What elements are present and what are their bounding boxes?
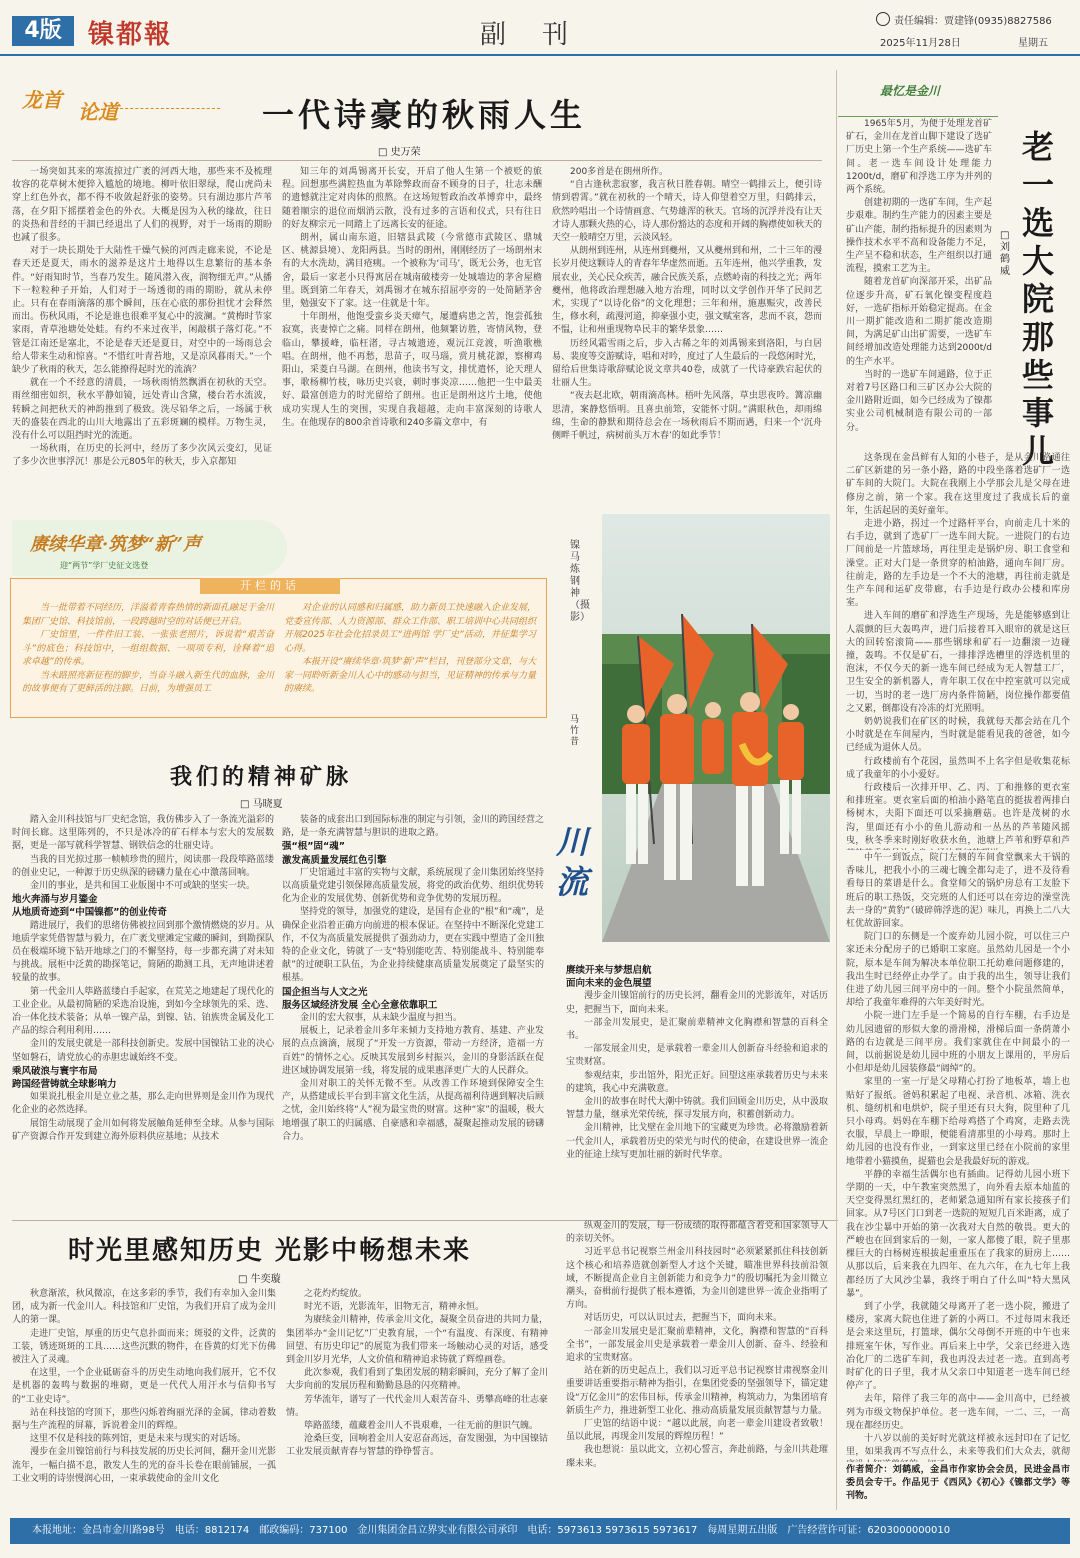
paragraph: 沧桑巨变，回响着金川人安忍奋高远，奋发图强，为中国镍钴工业发展贡献青春与智慧的铮铮誓言。 xyxy=(286,1434,548,1458)
paragraph: 时光不语，光影流年，旧物无言，精神永恒。 xyxy=(304,1302,485,1313)
article2-col1 xyxy=(12,814,274,1194)
subheading: 服务区域经济发展 全心全意依靠职工 xyxy=(282,999,438,1011)
paragraph: 为赓续金川精神，传承金川文化，凝聚全员奋进的共同力量，集团举办“金川记忆”厂史教育展，一个“有温度、有深度、有精神回望、有历史印记”的展览为我们带来一场触动心灵的对话，感受到金川岁月光华，人文价值和精神追求铸就了辉煌画卷。 xyxy=(286,1315,548,1366)
paragraph: 坚持党的领导，加强党的建设，是国有企业的“根”和“魂”，是确保企业沿着正确方向前进的根本保证。在坚持中不断深化党建工作，不仅为高质量发展提供了强劲动力，更在实践中塑造了金川独特的企业文化，铸就了一支“特别能吃苦、特别能战斗、特别能奉献”的过硬职工队伍，为企业持续健康高质量发展奠定了最坚实的根基。 xyxy=(282,907,544,984)
paragraph: 进入车间的磨矿和浮选生产现场，先是能够感到让人震颤的巨大轰鸣声，进门后接着耳入眼帘的就是这巨大的回转窑滚筒——那些钢球和矿石一边翻滚一边碰撞，轰鸣。不仅是矿石，一排排浮选槽里的浮选机里的泡沫，不仅今天的新一选车间已经成为无人智慧工厂，卫生安全的新机器人，青年职工仅在中控室就可以完成一切，当时的老一选厂房内条件简陋，岗位操作都要值之又累，倒都设有冷冻的灯光照明。 xyxy=(846,611,1070,714)
subheading: 从地质奇迹到“中国镍都”的创业传奇 xyxy=(12,907,167,919)
paragraph: 十八岁以前的美好时光就这样被永远封印在了记忆里，如果我再不写点什么，未来等我们们大众去，就彻 xyxy=(846,1433,1070,1458)
paragraph: 一场秋雨，在历史的长河中，经历了多少次风云变幻，见证了多少次世事浮沉！那是公元805年的秋天，步入京都知 xyxy=(12,444,272,468)
paragraph: 一部金川发展史，是汇聚前辈精神文化胸襟和智慧的百科全书。 xyxy=(566,1017,828,1042)
paragraph: 行政楼前有个花园，虽然叫不上名字但是收集花标成了我童年的小小爱好。 xyxy=(846,756,1070,780)
paragraph: 秋意渐浓，秋风微凉，在这多彩的季节，我们有幸加入金川集团，成为新一代金川人。科技馆和厂史馆，为我们开启了成为金川人的第一课。 xyxy=(12,1289,276,1326)
article2-col3 xyxy=(566,964,828,1190)
paragraph: 漫步在金川镍馆前行与科技发展的历史长河间，翻开金川光影流年，一幅白描不息，散发人生的光的奋斗长卷在眼前铺展，一孤工业文明的诗崇慢润心田，一束承载使命的金川文化 xyxy=(12,1447,276,1484)
paragraph: 装备的成套出口到国际标准的制定与引领，金川的跨国经营之路，是一条充满智慧与胆识的进取之路。 xyxy=(282,815,544,839)
paragraph: 厂史馆的结语中说：“越以此展，向老一辈金川建设者致敬！虽以此展，再现金川发展的辉煌历程！” xyxy=(566,1419,828,1443)
paragraph: 中午一到饭点，院门左侧的车间食堂飘来大干锅的香味儿，把我小小的三魂七魄全都勾走了，进不及待看看每日的菜谱是什么。食堂师父的锅炉房总有工友脸下班后的职工热饭，交完班的人们还可以在旁边的澡堂洗去一身的“黄豹”（破碎筛浮选的泥）味儿，再换上二八大杠优故游回家。 xyxy=(846,853,1070,930)
paragraph: 这条现在金昌鲜有人知的小巷子，是从金川路通往二矿区新建的另一条小路，路的中段坐落着选矿厂一选矿车间的大院门。大院在我刚上小学那会儿是父母在进修房之前，第一个家。我在这里度过了我成长后的童年，生活起居的美好童年。 xyxy=(846,453,1070,516)
paragraph: 一场突如其来的寒流掠过广袤的河西大地，那些来不及梳理妆容的花草树木便猝入尴尬的境地。柳叶依旧翠绿，爬山虎尚未穿上红色外衣，都不得不收敛起舒张的姿势。只有湖边那片芦苇荡，在夕阳下摇摆着金色的外衣。大概是因为入秋的缘故，往日的炎热和昔经的干涸已经退出了人们的视野，对于一场雨的期盼也减了很多。 xyxy=(12,167,272,244)
paragraph: 纵观金川的发展，每一份成绩的取得都蕴含着党和国家领导人的亲切关怀。 xyxy=(566,1221,828,1245)
paragraph: 此次参观，我们看到了集团发展的精彩瞬间，充分了解了金川大步向前的发展历程和勤勤恳恳的闪亮精神。 xyxy=(286,1368,548,1392)
paragraph: 厂史馆通过丰富的实物与文献，系统展现了金川集团始终坚持以高质量党建引领保障高质量发展，将党的政治优势、组织优势转化为企业的发展优势、创新优势和竞争优势的发展历程。 xyxy=(282,867,544,905)
article1-col1 xyxy=(12,166,272,506)
paragraph: 金川精神，比戈壁在金川地下的宝藏更为珍贵。必将激励着新一代金川人，承载着历史的荣光与时代的使命，在建设世界一流企业的征途上续写更加壮丽的新时代华章。 xyxy=(566,1123,828,1160)
paragraph: 如果说扎根金川是立业之基，那么走向世界则是金川作为现代化企业的必然选择。 xyxy=(12,1092,274,1116)
subheading: 面向未来的金色展望 xyxy=(566,978,652,990)
paragraph: 展板上，记录着金川多年来倾力支持地方教育、基建、产业发展的点点滴滴，展现了“开发一方资源，带动一方经济，造福一方百姓”的情怀之心。反映其发展到乡村振兴，金川的身影活跃在促进区域协调发展第一线，将发展的成果惠泽更广大的人民群众。 xyxy=(282,1026,544,1076)
paragraph: 一部金川发展史是汇聚前辈精神，文化，胸襟和智慧的“百科全书”，一部发展金川史是承载着一辈金川人创新、奋斗、经验和追求的宝贵财富。 xyxy=(566,1326,828,1364)
paragraph: “自古逢秋悲寂寥，我言秋日胜春朝。晴空一鹤排云上，便引诗情到碧霄。”就在初秋的一个晴天，诗人仰望着空万里，归鹤排云，欣然吟唱出一个诗情画意、气势雄浑的秋天。官场的沉浮并没有让天才诗人那颗火热的心，诗人那份豁达的态度和开阔的胸襟使如秋天的天空一般晴空万里，云淡风轻。 xyxy=(552,180,822,244)
article4-col1 xyxy=(846,118,992,448)
page-header xyxy=(0,0,1080,56)
article3-title: 时光里感知历史 光影中畅想未来 xyxy=(68,1236,472,1266)
opening-note-heading: 开栏的话 xyxy=(200,578,340,594)
paragraph: 奶奶说我们在矿区的时候，我就每天都会站在几个小时就是在车间屋内，当时就是能看见我的爸爸，如今已经成为退休人员。 xyxy=(846,717,1070,754)
paragraph: 对于一块长期处于大陆性干燥气候的河西走廊来说，不论是春天还是夏天，雨水的滋养是这片土地得以生息繁衍的基本条件。“好雨知时节，当春乃发生。随风潜入夜，润物细无声。”从播下一粒粒种子开始，人们对于一场透彻的雨的期盼，就从未停止。只有在春雨滴落的那个瞬间，压在心底的那份担忧才会释然而出。伤秋风雨，不论是谁也很难平复心中的波澜。“黄梅时节家家雨，青草池塘处处蛙。有约不来过夜半，闲敲棋子落灯花。”不管是江南还是塞北，不论是春天还是夏日，对空中的一场雨总会给人带来生动和惊喜。“不惜红叶青苔地，又是凉风暮雨天。”一个缺少了秋雨的秋天，怎么能撩得起时光的流淌？ xyxy=(12,246,272,376)
paragraph: 朗州，属山南东道，旧辖县武陵（今常德市武陵区、鼎城区、桃源县境）、龙阳两县。当时的朗州，刚刚经历了一场朗州末有的大水洗劫，满目疮痍。一个被称为‘司马’，既无公务，也无官舍，最后一家老小只得寓居在城南破楼旁一处城墙边的茅舍屋檐里。既到第二年春天，刘禹锡才在城东招屈亭旁的一处简陋茅舍里，勉强安下了家。这一住就是十年。 xyxy=(282,233,542,310)
paragraph: 院门口的东侧是一个废弃幼儿园小院，可以住三户家还未分配房子的已婚职工家庭。虽然幼儿园是一个小院，原本是车间为解决本单位职工托幼难问题修建的，我出生时已经停止办学了。由于我的出生，领导让我们住进了幼儿园三间平房中的一间。整个小院虽然简单，却给了我童年难得的六年美好时光。 xyxy=(846,932,1070,1009)
date: 2025年11月28日 xyxy=(880,38,961,49)
page-footer: 本报地址：金昌市金川路98号 电话：8812174 邮政编码：737100 金川集团金昌立界实业有限公司承印 电话：5973613 5973615 5973617 每周星期五出版 广告经营许可证：6203000000010 xyxy=(10,1518,1070,1544)
article3-col3 xyxy=(566,1220,828,1510)
subheading: 强“根”固“魂” xyxy=(282,841,345,853)
article4-col2 xyxy=(846,452,1070,850)
paragraph: 筚路蓝缕，蕴藏着金川人不畏艰难，一往无前的胆识气魄。 xyxy=(304,1421,539,1432)
paragraph: 去年，陪伴了我三年的高中——金川高中，已经被列为市级文物保护单位。老一选车间，一二、三，一高现在都经历史。 xyxy=(846,1394,1070,1431)
paragraph: 到了小学，我就随父母离开了老一选小院，搬进了楼房，家离大院也住进了新的小两口。不过每周末我还是会来这里玩，打篮球，偶尔父母倒不开班的中午也来排班室午休，写作业。再后来上中学，父亲已经进入选冶化厂的二选矿车间，我也再没去过老一选。直到高考时矿化的日子里，我才从父亲口中知道老一选车间已经停产了。 xyxy=(846,1301,1070,1392)
paragraph: 200多首是在朗州所作。 xyxy=(570,167,669,177)
paragraph: 踏进展厅，我们的思绪仿佛被拉回到那个激情燃烧的岁月。从地质学家凭借智慧与毅力，在广袤戈壁滩定宝藏的瞬间，到勘探队员在极端环境下钻开地球之门的不懈坚持，每一步都充满了对未知与挑战。展柜中泛黄的勘探笔记，简陋的勘测工具，无声地讲述着较量的故事。 xyxy=(12,920,274,984)
paragraph: 站在科技馆的穹顶下，那些闪烁着绚丽光泽的金属，律动着数据与生产流程的屏幕，诉说着金川的辉煌。 xyxy=(12,1407,276,1432)
paragraph: 对企业的认同感和归属感，助力新员工快速融入企业发展，党委宣传部、人力资源部、群众工作部、职工培训中心共同组织开展2025年社会化招录员工“进两馆 学厂史”活动，并征集学习心得。 xyxy=(284,603,537,654)
subheading: 乘风破浪与寰宇布局 xyxy=(12,1065,98,1077)
paragraph: 厂史馆里，一件件旧工装、一张张老照片，诉说着“艰苦奋斗”的底色；科技馆中，一组组数据、一项项专利，诠释着“追求卓越”的传承。 xyxy=(22,630,274,667)
weekday: 星期五 xyxy=(1018,38,1048,49)
column-label-2: 论道 xyxy=(78,100,118,124)
paragraph: 我也想说：虽以此文，立初心誓言，奔赴前路，与金川共赴璀璨未来。 xyxy=(566,1445,828,1469)
paragraph: 随着龙首矿向深部开采，出矿品位逐步升高，矿石氧化镍变程度趋好，一选矿指标开始稳定提高。在金川一期扩能改造和二期扩能改造期间，为满足矿山出矿需要，一选矿车间经增加改造处理能力达到2000t/d的生产水平。 xyxy=(846,277,992,367)
column-rule xyxy=(836,70,837,1510)
article2-title: 我们的精神矿脉 xyxy=(170,764,353,790)
paragraph: 展馆生动展现了金川如何将发展触角延伸至全球。从参与国际矿产资源合作开发到建立海外原料供应基地；从技术 xyxy=(12,1118,274,1142)
subheading: 激发高质量发展红色引擎 xyxy=(282,854,387,866)
paragraph: “夜去赵北欧，朝雨滴高林。梧叶先风落，草虫思夜吟。篝凉幽思清，案静悠悟明。且喜虫前筇，安能怀寸阴。”满眼秋色，却雨绵绵，生命的静默和期待总会在一场秋雨后不期而遇，归来一个‘沉舟侧畔千帆过，病树前头万木春’的如此季节！ xyxy=(552,391,822,442)
article1-author: □ 史万荣 xyxy=(378,147,421,158)
paragraph: 历经风霜雪雨之后，步入古稀之年的刘禹锡来到洛阳，与白居易、裴度等交游赋诗，唱和对吟，度过了人生最后的一段悠闲时光，留给后世集诗歌辞赋论说文章共40卷，成就了一代诗豪跌宕起伏的壮丽人生。 xyxy=(552,338,822,389)
photo-title: 川流 xyxy=(556,823,589,901)
editor-line: 责任编辑：贾建锋(0935)8827586 xyxy=(894,16,1052,27)
paragraph: 当一批带着不同经历，洋溢着青春热情的新面孔融足于金川集团厂史馆、科技馆前，一段跨越时空的对话便已开启。 xyxy=(22,603,275,627)
paragraph: 一部发展金川史，是承载着一辈金川人创新奋斗经验和追求的宝贵财富。 xyxy=(566,1044,828,1068)
article4-col3 xyxy=(846,852,1070,1462)
photo-caption: 镍马炼钢神（摄影） xyxy=(570,540,590,623)
paragraph: 当时的一选矿车间通路，位于正对着7号区路口和三矿区办公大院的金川路附近面，如今已经成为了镍都实业公司机械制造有限公司的一部分。 xyxy=(846,369,992,433)
paragraph: 第一代金川人筚路蓝缕白手起家，在荒芜之地建起了现代化的工业企业。从最初简陋的采选冶设施，到如今全球领先的采、选、冶一体化技术装备；从单一镍产品，到镍、钴、铂族贵金属及化工产品的综合利用利用…… xyxy=(12,986,274,1037)
paragraph: 芳华流年，谱写了一代代金川人艰苦奋斗、勇攀高峰的壮志豪情。 xyxy=(286,1394,548,1418)
article2-col2 xyxy=(282,814,544,1194)
paragraph: 金川的宏大叙事，从未缺少温度与担当。 xyxy=(300,1013,463,1024)
paragraph: 1965年5月，为便于处理龙首矿矿石，金川在龙首山脚下建设了选矿厂历史上第一个生产系统——选矿车间。老一选车间设计处理能力1200t/d，磨矿和浮选工序为并列的两个系统。 xyxy=(846,119,992,196)
memory-banner-label: 最忆是金川 xyxy=(880,84,941,98)
paragraph: 家里的一室一厅是父母精心打扮了地板革，墙上也贴好了报纸。爸妈积累起了电视、录音机、冰箱、洗衣机、缝纫机和电烘炉，院子里还有只大狗，院里种了几只小母鸡。妈妈在车棚下给母鸡搭了个鸡窝，走路去洗衣服，早晨上一睁眼，便能看清那里的小母鸡。那时上幼儿园的也没有作业，一到家这里已经在小院前的家里地带着小猫摸鱼，捉猫也会是我最好玩的游戏。 xyxy=(846,1077,1070,1167)
paragraph: 漫步金川镍馆前行的历史长河，翻看金川的光影流年，对话历史，把握当下，面向未来。 xyxy=(566,991,828,1015)
paragraph: 金川的发展史就是一部科技创新史。发展中国镍钴工业的决心坚如磐石，请党放心的赤胆忠诚始终不变。 xyxy=(12,1039,274,1063)
paragraph: 十年朗州，他饱受蛮乡炎天瘴气，屡遭病患之苦，饱尝孤独寂寞，丧妻悼亡之痛。同样在朗州，他频繁访胜，寄情风物，登临山，攀援峰，临枉渚，寻古城遗迹，观沅江竞渡，听渔歌樵唱。在朗州，他不再愁，思苗子，叹马瑙，赏月桃花源，察柳鸡阳山，采菱白马湖。在朗州，他读书写文，排忧遣怀，论天理人事，歌杨柳竹枝，咏历史兴衰，刺时事炎凉……他把一生中最美好、最富创造力的时光留给了朗州。也正是朗州这片土地，使他成功实现人生的突围，实现自我超越，走向丰富深刻的诗歌人生。在他现存的800余首诗歌和240多篇文章中，有 xyxy=(282,312,542,428)
paragraph: 小院一进门左手是一个简易的自行车棚，右手边是幼儿园遗留的形似大象的滑滑梯，滑梯后面一条荫萧小路的右边就是三间平房。我们家就住在中间最小的一间，以前据说是幼儿园中班的小朋友上课用的，平房后小但却是幼儿园装修最“阔绰”的。 xyxy=(846,1011,1070,1075)
article3-col1 xyxy=(12,1288,276,1510)
paragraph: 从朗州到连州，从连州到夔州，又从夔州到和州，二十三年的漫长岁月使这颗诗人的青春年华虚然而逝。五年连州，他兴学重教，发展农业，关心民众疾苦，融合民族关系，点燃岭南的科技之光；两年夔州，他将政治理想融入地方治理，同时以文学创作开华了民间艺术，实现了“以诗化俗”的文化理想；三年和州，施惠赈灾，改善民生，修水利，疏漫河道，抑豪强小吏，强文赋室客，悲而不哀，怨而不愠，让和州重现物阜民丰的繁华景象…… xyxy=(552,246,822,336)
article1-title: 一代诗豪的秋雨人生 xyxy=(262,96,587,134)
paragraph: 这里不仅是科技的陈列馆，更是未来与现实的对话场。 xyxy=(30,1434,247,1445)
article1-col3 xyxy=(552,166,822,506)
paragraph: 习近平总书记视察兰州金川科技园时“必须紧紧抓住科技创新这个核心和培养造就创新型人才这个关键，瞄准世界科技前沿领域，不断提高企业自主创新能力和竞争力”的殷切嘱托为金川微立潮头，奋楫前行提供了根本遵循，为金川创建世界一流企业指明了方向。 xyxy=(566,1247,828,1311)
author-bio: 作者简介：刘鹤威，金昌市作家协会会员，民进金昌市委员会专干。作品见于《西风》《初心》《镍都文学》等刊物。 xyxy=(846,1465,1070,1502)
paragraph: 当未路照亮新征程的脚步，当奋斗融入新生代的血脉，金川的故事便有了更鲜活的注脚。日前，为增强员工 xyxy=(22,670,275,694)
opening-note-right xyxy=(284,602,536,710)
divider xyxy=(12,160,822,161)
paragraph: 走进小路，拐过一个过路杆平台，向前走几十米的右手边，就到了选矿厂一选车间大院。一进院门的右边厂间前是一片篮球场，再往里走是锅炉房、职工食堂和澡堂。正对大门是一条贯穿的柏油路，通向车间厂房。往前走，路的左手边是一个不大的池塘，再往前走就是生产车间和运矿皮带廊，右手边是行政办公楼和库房室。 xyxy=(846,519,1070,609)
subheading: 赓续开来与梦想启航 xyxy=(566,965,652,976)
marathon-photo xyxy=(602,514,830,942)
paragraph: 走进厂史馆，厚重的历史气息扑面而来；斑驳的文件，泛黄的工装，锈迹斑斑的工具……这些沉默的物件，在昏黄的灯光下仿佛被注入了灵魂。 xyxy=(12,1328,276,1366)
subheading: 跨国经营铸就全球影响力 xyxy=(12,1079,117,1091)
paragraph: 行政楼后一次排开甲、乙、丙、丁和推修的更衣室和排班室。更衣室后面的柏油小路笔直的挺拔着两排白杨树木，夫阳下面还可以采摘蘑菇。也许是茂树的水沟，里面还有小小的鱼儿游动和一丛丛的芦苇随风摇曳，秋冬季来时刚好收获水鱼，池塘上芦苇和野草和芦 xyxy=(846,783,1070,846)
edition-badge: 4版 xyxy=(12,16,74,46)
paragraph: 金川的事业，是共和国工业版图中不可或缺的坚实一块。 xyxy=(30,881,256,892)
banner-title: 赓续华章·筑梦“新”声 xyxy=(30,534,201,555)
ornament-line xyxy=(120,108,220,115)
banner-subtitle: 迎“两节”学厂史征文选登 xyxy=(60,561,149,570)
paragraph: 金川对职工的关怀无微不至。从改善工作环境到保障安全生产，从搭建成长平台到丰富文化生活，从提高福利待遇到解决后顾之忧，金川始终将“人”视为最宝贵的财富。这种“家”的温暖，极大地增强了职工的归属感、自豪感和幸福感，凝聚起推动发展的磅礴合力。 xyxy=(282,1079,544,1142)
paragraph: 之花灼灼绽放。 xyxy=(304,1289,368,1299)
paragraph: 站在新的历史起点上，我们以习近平总书记视察甘肃视察金川重要讲话重要指示精神为指引，在集团党委的坚强领导下，锚定建设“万亿金川”的宏伟目标，传承金川精神，构筑动力，为集团培育新质生产力，推进新型工业化、推动高质量发展贡献智慧与力量。 xyxy=(566,1366,828,1416)
paragraph: 知三年的刘禹锡离开长安，开启了他人生第一个被贬的旅程。回想那些满腔热血为革除弊政而奋不顾身的日子，壮志未酬的遗憾就注定对肉体的煎熬。在这场短暂政治改革博弈中，最终随着顺宗的退位而烟消云散，没有过多的言语和仪式，只有往日的好友柳宗元一同踏上了远离长安的征途。 xyxy=(282,167,542,230)
section-title: 副刊 xyxy=(480,20,605,50)
paragraph: 金川的故事在时代大潮中铸就。我们回顾金川历史，从中汲取智慧力量，继承光荣传统，探寻发展方向，积蓄创新动力。 xyxy=(566,1097,828,1121)
article2-author: □ 马晓夏 xyxy=(240,799,283,810)
column-label: 龙首 xyxy=(22,88,62,112)
article4-title: 老一选大院那些事儿 xyxy=(1022,128,1055,470)
paragraph: 创建初期的一选矿车间，生产起步艰难。制约生产能力的因素主要是矿山产能，制约指标提升的因素则为操作技术水平不高和设备能力不足，生产呈不稳和状态，生产组织以打通流程，摸索工艺为主。 xyxy=(846,198,992,275)
article1-col2 xyxy=(282,166,542,506)
paragraph: 平静的幸福生活偶尔也有插曲。记得幼儿园小班下学期的一天，中午教室突然黑了，向外看去原本灿蓝的天空变得黑红黑红的，老师紧急通知所有家长接孩子们回家。从7号区门口到老一选院的短短几百米距离，成了我在沙尘暴中开始的第一次我对大自然的敬畏。更大的严峻也在回到家后的一刻，一家人都傻了眼，院子里那棵巨大的白杨树连根拔起重重压在了我家的厨房上……从那以后，后来我在九四年、在九六年，在九七年上我都经历了大风沙尘暴，我终于明白了什么叫“特大黑风暴”。 xyxy=(846,1169,1070,1299)
article3-author: □ 牛奕璇 xyxy=(238,1274,281,1285)
paragraph: 对话历史，可以认识过去，把握当下，面向未来。 xyxy=(584,1313,783,1324)
logo-icon xyxy=(876,12,890,26)
article4-author: □ 刘鹤威 xyxy=(1000,230,1010,277)
paper-name: 镍都報 xyxy=(88,20,173,50)
paragraph: 当我的目光掠过那一帧帧珍贵的照片，阅读那一段段筚路蓝缕的创业史记，一种源于历史纵深的磅礴力量在心中激荡回响。 xyxy=(12,854,274,878)
paragraph: 踏入金川科技馆与厂史纪念馆，我仿佛步入了一条流光溢彩的时间长廊。这里陈列的，不只是冰冷的矿石样本与宏大的发展数据，更是一部写就科学智慧、钢铁信念的壮丽史诗。 xyxy=(12,815,274,852)
paragraph: 在这里，一个企业砥砺奋斗的历史生动地向我们展开，它不仅是机器的轰鸣与数据的堆砌，更是一代代人用汗水与信仰书写的“工业史诗”。 xyxy=(12,1368,276,1405)
paragraph: 就在一个不经意的清晨，一场秋雨悄然飘洒在初秋的天空。雨丝细密如织，秋水平静如镜，远处青山含黛，楼台若水流波，转瞬之间把秋天的神韵推到了极致。洗尽铅华之后，一场属于秋天的盛装在西北的山川大地露出了五彩斑斓的模样。万物生灵，没有什么可以阻挡时光的流逝。 xyxy=(12,378,272,442)
paragraph: 本报开设“赓续华章·筑梦‘新’声”栏目，刊登部分文章，与大家一同聆听新金川人心中的感动与担当，见证精神的传承与力量的赓续。 xyxy=(284,657,537,694)
article3-col2 xyxy=(286,1288,548,1510)
subheading: 地火奔涌与岁月鎏金 xyxy=(12,894,98,906)
photo-author: 马竹昔 xyxy=(570,715,580,747)
subheading: 国企担当与人文之光 xyxy=(282,986,368,998)
paragraph: 参观结束，步出馆外，阳光正好。回望这座承载着历史与未来的建筑，我心中充满敬意。 xyxy=(566,1070,828,1094)
opening-note-left xyxy=(22,602,274,710)
